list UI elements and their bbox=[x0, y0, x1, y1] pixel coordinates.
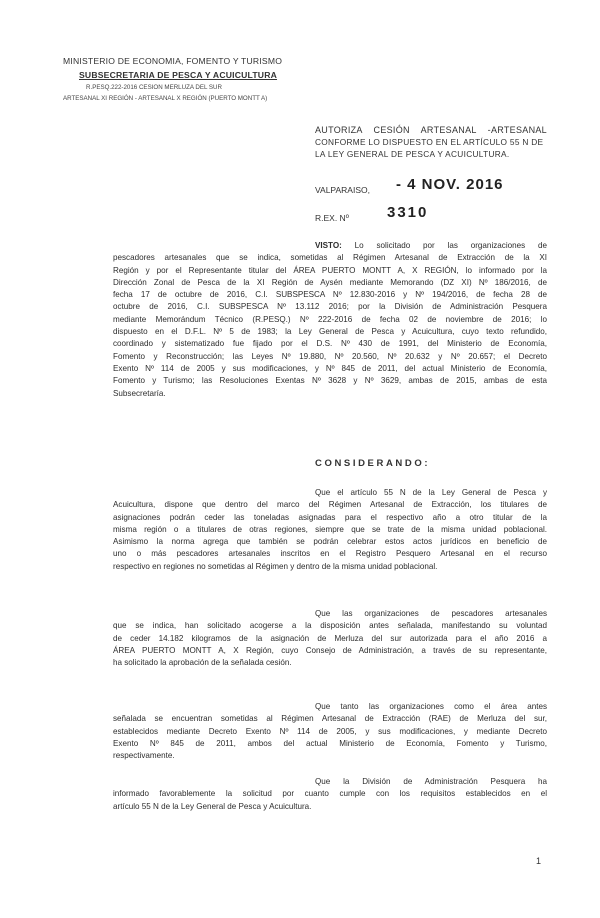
paragraph-line: respectivamente. bbox=[113, 751, 175, 761]
visto-line: fecha 17 de octubre de 2016, C.I. SUBSPESCA Nº 12.830-2016 y Nº 194/2016, de fecha 28 de bbox=[113, 290, 547, 300]
resolution-title bbox=[315, 124, 547, 160]
paragraph-line: asignaciones podrán ceder las toneladas asignadas para el respectivo año a otro titular de la bbox=[113, 512, 547, 522]
visto-first-line: Lo solicitado por las organizaciones de bbox=[354, 241, 547, 250]
paragraph-line: establecidos mediante Decreto Exento Nº 114 de 2005, y sus modificaciones, y mediante Decreto bbox=[113, 726, 547, 736]
reference-line-1: R.PESQ.222-2016 CESION MERLUZA DEL SUR bbox=[86, 84, 222, 91]
visto-line: Exento Nº 114 de 2005 y sus modificaciones, y Nº 845 de 2011, del actual Ministerio de Economía, bbox=[113, 363, 547, 373]
resolution-number: 3310 bbox=[387, 204, 429, 221]
page-number: 1 bbox=[536, 856, 542, 866]
resolution-number-label: R.EX. Nº bbox=[315, 213, 349, 223]
paragraph-line: respectivo en regiones no sometidas al Régimen y dentro de la misma unidad poblacional. bbox=[113, 561, 438, 571]
visto-line: Región y por el Representante titular del ÁREA PUERTO MONTT A, X REGIÓN, lo informado por la bbox=[113, 265, 547, 275]
visto-line: octubre de 2016, C.I. SUBSPESCA Nº 13.112 2016; por la División de Administración Pesquera bbox=[113, 302, 547, 312]
visto-line: mediante Memorándum Técnico (R.PESQ.) Nº 222-2016 de fecha 02 de noviembre de 2016; lo bbox=[113, 314, 547, 324]
visto-line: coordinado y sistematizado fue fijado por el D.S. Nº 430 de 1991, del Ministerio de Economía, bbox=[113, 339, 547, 349]
paragraph-line: Que el artículo 55 N de la Ley General de Pesca y bbox=[315, 488, 547, 497]
visto-line: Dirección Zonal de Pesca de la XI Región de Aysén mediante Memorando (DZ XI) Nº 186/2016, de bbox=[113, 277, 547, 287]
considerando-paragraph-1 bbox=[113, 487, 547, 573]
paragraph-line: Asimismo la norma agrega que también se podrán celebrar estos actos jurídicos en beneficio de bbox=[113, 537, 547, 547]
date-stamp: - 4 NOV. 2016 bbox=[396, 176, 504, 193]
title-line-3: LA LEY GENERAL DE PESCA Y ACUICULTURA. bbox=[315, 149, 510, 159]
visto-line: dispuesto en el D.F.L. Nº 5 de 1983; la Ley General de Pesca y Acuicultura, cuyo texto refundido, bbox=[113, 327, 547, 337]
subsecretaria-name: SUBSECRETARIA DE PESCA Y ACUICULTURA bbox=[79, 70, 278, 80]
paragraph-line: de ceder 14.182 kilogramos de la asignación de Merluza del sur autorizada para el año 2016 a bbox=[113, 633, 547, 643]
paragraph-line: Exento Nº 845 de 2011, ambos del actual Ministerio de Economía, Fomento y Turismo, bbox=[113, 738, 547, 748]
paragraph-line: ÁREA PUERTO MONTT A, X Región, cuyo Consejo de Administración, a través de su representante, bbox=[113, 645, 547, 655]
paragraph-line: misma región o a titulares de otras regiones, siempre que se trate de la misma unidad poblacional. bbox=[113, 524, 547, 534]
visto-line: Fomento y Reconstrucción; las Leyes Nº 19.880, Nº 20.560, Nº 20.632 y Nº 20.657; el Decreto bbox=[113, 351, 547, 361]
considerando-paragraph-3 bbox=[113, 701, 547, 762]
date-label: VALPARAISO, bbox=[315, 185, 370, 195]
paragraph-line: Acuicultura, dispone que dentro del marco del Régimen Artesanal de Extracción, los titulares de bbox=[113, 500, 547, 510]
considerando-heading: CONSIDERANDO: bbox=[315, 458, 431, 469]
ministry-name: MINISTERIO DE ECONOMIA, FOMENTO Y TURISMO bbox=[63, 56, 283, 66]
paragraph-line: señalada se encuentran sometidas al Régimen Artesanal de Extracción (RAE) de Merluza del sur, bbox=[113, 714, 547, 724]
paragraph-line: Que la División de Administración Pesquera ha bbox=[315, 777, 547, 786]
visto-line-0 bbox=[113, 240, 547, 252]
visto-section bbox=[113, 240, 547, 400]
visto-line: Fomento y Turismo; las Resoluciones Exentas Nº 3628 y Nº 3629, ambas de 2015, ambas de esta bbox=[113, 376, 547, 386]
paragraph-line: informado favorablemente la solicitud por cuanto cumple con los requisitos establecidos en el bbox=[113, 789, 547, 799]
title-line-1: AUTORIZA CESIÓN ARTESANAL -ARTESANAL bbox=[315, 125, 547, 135]
reference-line-2: ARTESANAL XI REGIÓN - ARTESANAL X REGIÓN (PUERTO MONTT A) bbox=[63, 95, 268, 102]
paragraph-line: Que tanto las organizaciones como el área antes bbox=[315, 702, 547, 711]
paragraph-line: ha solicitado la aprobación de la señalada cesión. bbox=[113, 658, 292, 668]
considerando-paragraph-2 bbox=[113, 608, 547, 669]
paragraph-line: Que las organizaciones de pescadores artesanales bbox=[315, 609, 547, 618]
visto-line-last: Subsecretaría. bbox=[113, 388, 166, 398]
considerando-paragraph-4 bbox=[113, 776, 547, 813]
visto-label: VISTO: bbox=[315, 241, 342, 250]
title-line-2: CONFORME LO DISPUESTO EN EL ARTÍCULO 55 N DE bbox=[315, 137, 544, 147]
paragraph-line: uno o más pescadores artesanales inscritos en el Registro Pesquero Artesanal en el recurso bbox=[113, 549, 547, 559]
visto-line: pescadores artesanales que se indica, sometidas al Régimen Artesanal de Extracción de la XI bbox=[113, 253, 547, 263]
paragraph-line: artículo 55 N de la Ley General de Pesca y Acuicultura. bbox=[113, 801, 312, 811]
paragraph-line: que se indica, han solicitado acogerse a la disposición antes señalada, manifestando su voluntad bbox=[113, 621, 547, 631]
